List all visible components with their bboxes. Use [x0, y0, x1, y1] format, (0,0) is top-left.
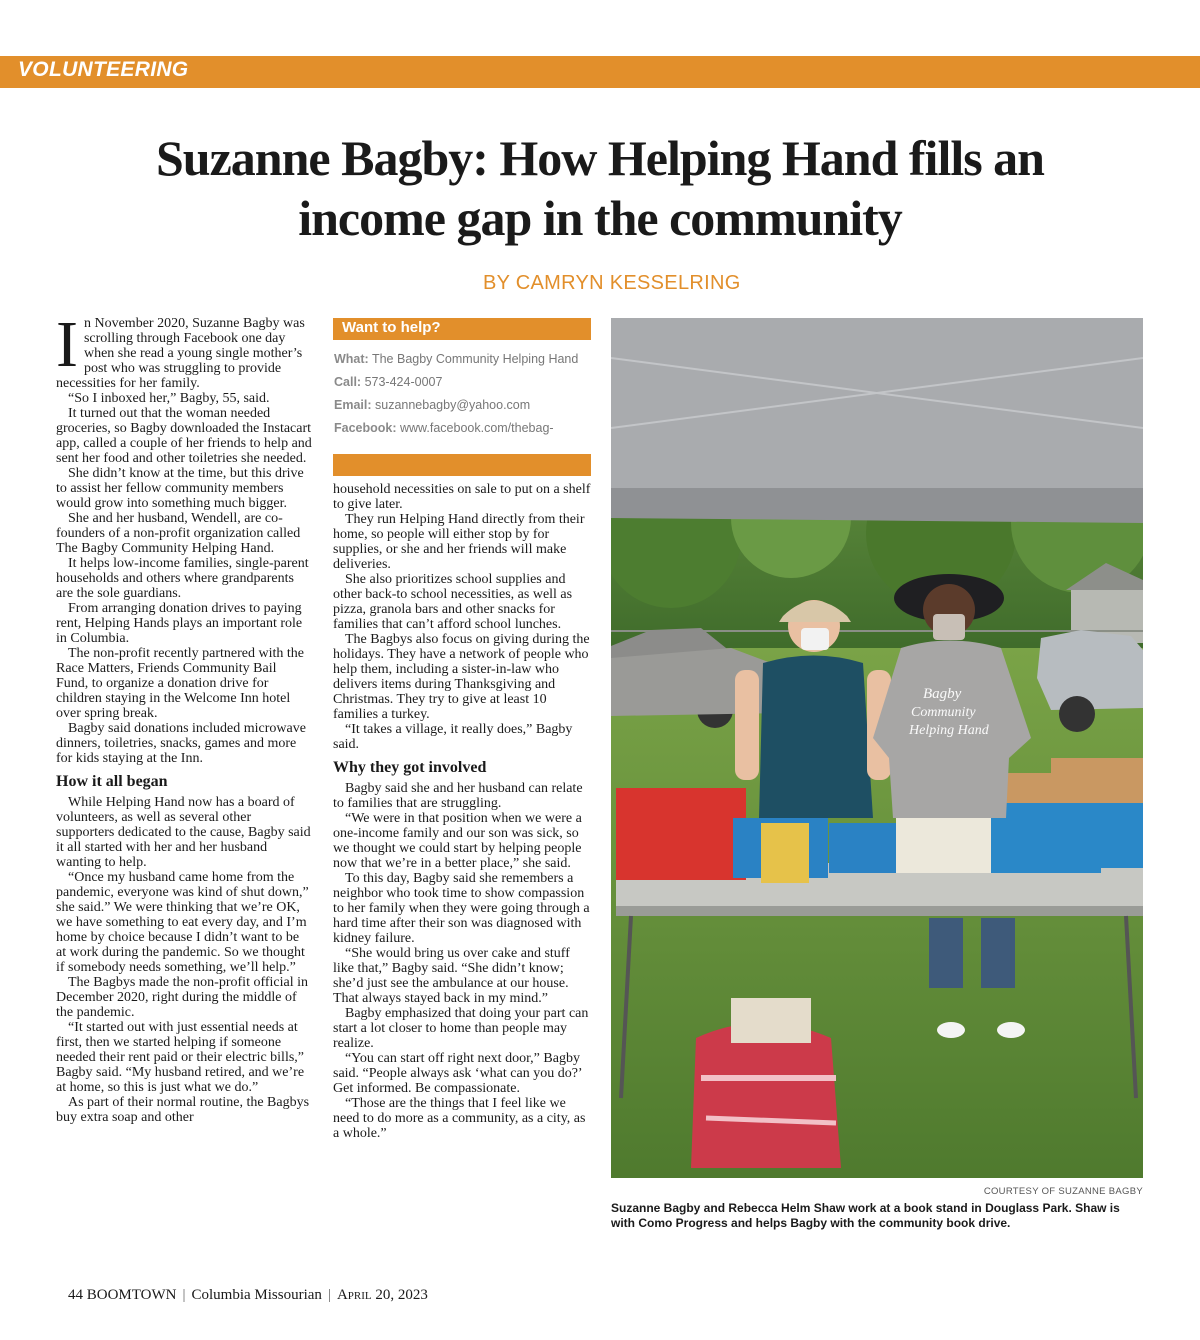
article-column-1 — [56, 308, 312, 1125]
tshirt-text: Community — [911, 705, 976, 720]
headline: Suzanne Bagby: How Helping Hand fills an income gap in the community — [155, 130, 1044, 246]
info-value: suzannebagby@yahoo.com — [375, 398, 531, 412]
paragraph: The Bagbys also focus on giving during the holidays. They have a network of people who help them, including a sister-in-law who delivers items during Thanksgiving and Christmas. They try to give at least 10 families a turkey. — [333, 632, 590, 722]
drop-cap: I — [56, 308, 78, 381]
paragraph: “We were in that position when we were a one-income family and our son was sick, so we thought we could start by helping people now that we’re in a better place,” she said. — [333, 811, 582, 871]
paragraph: “She would bring us over cake and stuff like that,” Bagby said. “She didn’t know; she’d just see the ambulance at our house. That always stayed back in my mind.” — [333, 946, 570, 1006]
paragraph: The Bagbys made the non-profit official in December 2020, right during the middle of the pandemic. — [56, 975, 309, 1020]
paragraph: She didn’t know at the time, but this drive to assist her fellow community members would grow into something much bigger. — [56, 466, 304, 511]
footer-paper: Columbia Missourian — [191, 1287, 322, 1303]
paragraph: She also prioritizes school supplies and other back-to school necessities, as well as pizza, granola bars and other snacks for families that can’t afford school lunches. — [333, 572, 573, 632]
paragraph — [56, 308, 312, 391]
info-box-title: Want to help? — [342, 319, 441, 336]
paragraph: It turned out that the woman needed groceries, so Bagby downloaded the Instacart app, called a couple of her friends to help and sent her food and other toiletries she needed. — [56, 406, 312, 466]
paragraph: household necessities on sale to put on a shelf to give later. — [333, 482, 591, 512]
section-banner — [0, 56, 1200, 88]
info-label: What: — [334, 352, 369, 366]
paragraph: While Helping Hand now has a board of volunteers, as well as several other supporters dedicated to the cause, Bagby said it all started with her and her husband wanting to help. — [56, 795, 311, 870]
paragraph: She and her husband, Wendell, are co-founders of a non-profit organization called The Bagby Community Helping Hand. — [56, 511, 301, 556]
paragraph: From arranging donation drives to paying rent, Helping Hands plays an important role in Columbia. — [56, 601, 303, 646]
info-label: Email: — [334, 398, 372, 412]
info-box-footer-bar — [333, 454, 591, 476]
page-footer — [68, 1287, 428, 1304]
footer-separator: | — [327, 1287, 331, 1303]
paragraph: Bagby emphasized that doing your part can start a lot closer to home than people may realize. — [333, 1006, 589, 1051]
subhead: Why they got involved — [333, 759, 487, 776]
footer-separator: | — [182, 1287, 186, 1303]
photo-caption: Suzanne Bagby and Rebecca Helm Shaw work at a book stand in Douglass Park. Shaw is with Como Progress and helps Bagby with the community book drive. — [611, 1201, 1120, 1230]
subhead: How it all began — [56, 773, 168, 790]
paragraph: To this day, Bagby said she remembers a neighbor who took time to show compassion to her family when they were going through a hard time after their son was diagnosed with kidney failure. — [333, 871, 590, 946]
paragraph: “It started out with just essential needs at first, then we started helping if someone needed their rent paid or their electric bills,” Bagby said. “My husband retired, and we’re at home, so this is just what we do.” — [56, 1020, 305, 1095]
paragraph: “So I inboxed her,” Bagby, 55, said. — [68, 391, 270, 406]
info-box-body — [333, 340, 591, 437]
info-facebook — [334, 420, 591, 437]
paragraph: The non-profit recently partnered with the Race Matters, Friends Community Bail Fund, to organize a donation drive for children staying in the Welcome Inn hotel over spring break. — [56, 646, 304, 721]
article-photo — [611, 318, 1143, 1178]
info-box-header — [333, 318, 591, 340]
article-column-2 — [333, 482, 591, 1141]
paragraph: It helps low-income families, single-parent households and others where grandparents are the sole guardians. — [56, 556, 309, 601]
footer-section: BOOMTOWN — [86, 1287, 177, 1303]
info-email — [334, 397, 591, 414]
info-what — [334, 351, 591, 368]
paragraph: “Those are the things that I feel like we need to do more as a community, as a city, as a whole.” — [333, 1096, 586, 1141]
photo-credit: COURTESY OF SUZANNE BAGBY — [983, 1186, 1143, 1197]
paragraph: As part of their normal routine, the Bagbys buy extra soap and other — [56, 1095, 310, 1125]
tshirt-text: Helping Hand — [909, 723, 989, 738]
paragraph: “Once my husband came home from the pandemic, everyone was kind of shut down,” she said.” We were thinking that we’re OK, we have something to eat every day, and I’m home by choice because I didn’t want to be at work during the pandemic. So we thought if somebody needs something, we’ll help.” — [56, 870, 309, 975]
paragraph: They run Helping Hand directly from their home, so people will either stop by for supplies, or she and her friends will make deliveries. — [333, 512, 585, 572]
section-label: VOLUNTEERING — [18, 58, 189, 81]
info-value: The Bagby Community Helping Hand — [371, 352, 579, 366]
info-label: Facebook: — [334, 421, 397, 435]
paragraph: “You can start off right next door,” Bagby said. “People always ask ‘what can you do?’ Get informed. Be compassionate. — [333, 1051, 582, 1096]
paragraph: “It takes a village, it really does,” Bagby said. — [333, 722, 573, 752]
byline: BY CAMRYN KESSELRING — [483, 272, 741, 294]
info-label: Call: — [334, 375, 362, 389]
info-box — [333, 318, 591, 443]
tshirt-text: Bagby — [923, 686, 962, 702]
paragraph-text: n November 2020, Suzanne Bagby was scrolling through Facebook one day when she read a young single mother’s post who was struggling to provide necessities for her family. — [56, 316, 305, 391]
info-call — [334, 374, 591, 391]
paragraph: Bagby said donations included microwave dinners, toiletries, snacks, games and more for kids staying at the Inn. — [56, 721, 306, 766]
paragraph: Bagby said she and her husband can relate to families that are struggling. — [333, 781, 583, 811]
page-number: 44 — [68, 1287, 83, 1303]
info-value: www.facebook.com/thebag- — [400, 421, 554, 435]
footer-date: April 20, 2023 — [336, 1287, 428, 1303]
info-value: 573-424-0007 — [364, 375, 443, 389]
